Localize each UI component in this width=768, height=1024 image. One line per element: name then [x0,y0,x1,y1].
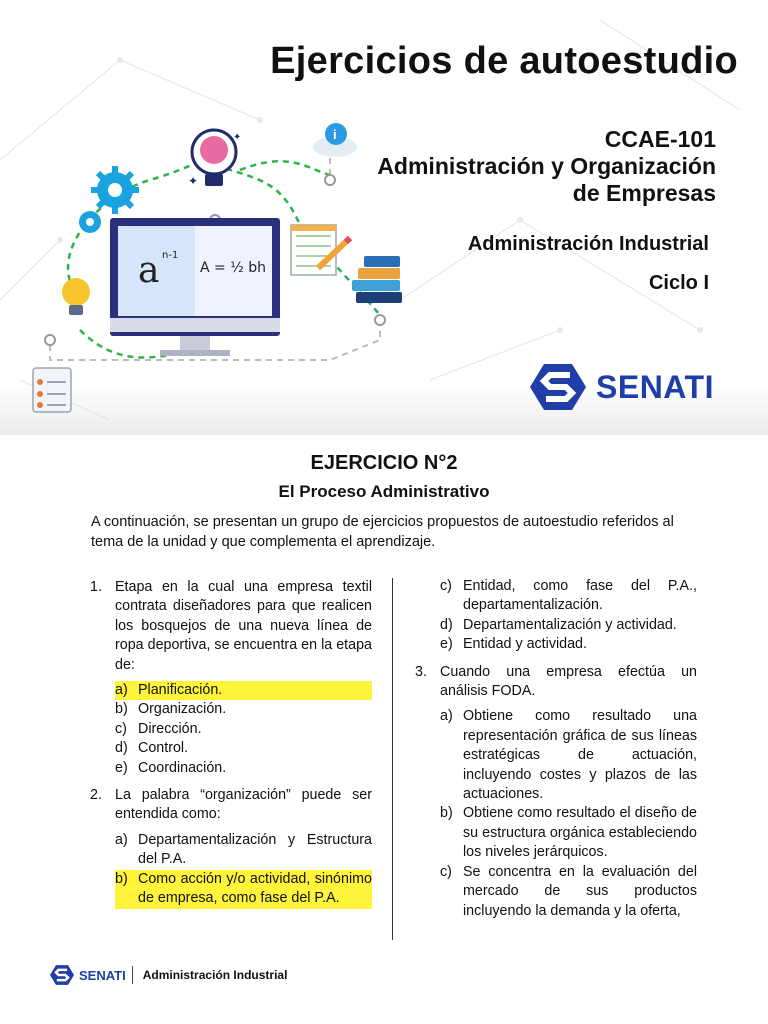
option-letter: a) [440,708,453,725]
question-1-options [115,681,372,778]
option-letter: e) [440,636,453,653]
option-text: Obtiene como resultado el diseño de su estructura orgánica estableciendo los niveles jerárquicos. [463,805,697,861]
question-2-options [115,831,372,909]
senati-logo-icon [530,362,586,412]
option-letter: d) [115,740,128,757]
column-divider [392,578,393,940]
option-1d [115,739,372,758]
option-letter: b) [115,701,128,718]
senati-logo [530,362,714,412]
program-name: Administración Industrial [467,233,709,255]
board-formula-left: a [138,250,160,291]
option-3b [440,804,697,862]
option-text: Coordinación. [138,759,227,776]
footer-logo-text: SENATI [79,967,126,983]
option-2c [440,577,697,616]
option-text: Obtiene como resultado una representación gráfica de sus líneas estratégicas de actuación, incluyendo costes y plazos de las actuaciones. [463,708,697,803]
option-letter: c) [115,720,127,737]
option-3a [440,707,697,804]
main-title: Ejercicios de autoestudio [270,40,738,82]
question-3-options [440,707,697,920]
question-2-options-continued [440,577,697,655]
cycle-label: Ciclo I [648,272,709,294]
question-text: Etapa en la cual una empresa textil contrata diseñadores para que realicen los bosquejos de una nueva línea de ropa deportiva, se encuentra en la etapa de: [115,579,372,673]
svg-text:✦: ✦ [188,174,199,188]
svg-text:i: i [333,127,337,142]
question-number: 3. [415,663,427,680]
exercise-subtitle: El Proceso Administrativo [278,482,490,501]
senati-logo-text: SENATI [596,368,714,405]
option-1b [115,700,372,719]
senati-footer-logo-icon [50,964,74,986]
option-2b [115,870,372,909]
option-text: Control. [138,740,189,757]
option-text: Como acción y/o actividad, sinónimo de empresa, como fase del P.A. [138,870,372,907]
option-1a [115,681,372,700]
course-name-line2: de Empresas [572,180,716,206]
option-letter: c) [440,578,452,594]
course-code: CCAE-101 [604,126,716,152]
option-letter: a) [115,831,128,848]
option-letter: a) [115,682,128,699]
option-1e [115,759,372,778]
question-number: 1. [90,579,102,595]
option-text: Se concentra en la evaluación del mercado de sus productos incluyendo la demanda y la oferta, [463,863,697,919]
board-formula-right: A = ½ bh [200,260,266,276]
option-text: Organización. [138,701,227,718]
option-letter: d) [440,616,453,633]
option-1c [115,720,372,739]
option-text: Departamentalización y Estructura del P.A. [138,831,372,868]
question-text: Cuando una empresa efectúa un análisis FODA. [440,663,697,700]
option-text: Entidad, como fase del P.A., departamentalización. [463,578,697,614]
option-text: Planificación. [138,682,223,699]
footer-label: Administración Industrial [142,968,288,982]
option-2a [115,831,372,870]
exercise-title: EJERCICIO N°2 [310,452,458,474]
board-formula-exponent: n-1 [162,250,179,261]
question-1 [90,578,372,675]
option-letter: c) [440,863,452,880]
exercise-intro: A continuación, se presentan un grupo de ejercicios propuestos de autoestudio referidos al tema de la unidad y que complementa el aprendizaje. [91,514,674,550]
option-letter: b) [115,870,128,887]
question-text: La palabra “organización” puede ser entendida como: [115,787,372,823]
right-column [415,577,697,921]
left-column [90,578,372,909]
question-3 [415,663,697,702]
option-2e [440,635,697,654]
option-2d [440,616,697,635]
course-name-line1: Administración y Organización [377,153,716,179]
option-letter: b) [440,805,453,822]
option-3c [440,863,697,921]
footer [50,963,287,987]
option-text: Dirección. [138,720,202,737]
option-text: Departamentalización y actividad. [463,616,677,633]
course-info [377,126,716,207]
svg-text:✦: ✦ [233,132,242,143]
question-number: 2. [90,787,102,804]
option-letter: e) [115,759,128,776]
header-banner [0,0,768,435]
question-2 [90,786,372,825]
option-text: Entidad y actividad. [463,636,587,653]
footer-separator [132,966,133,984]
